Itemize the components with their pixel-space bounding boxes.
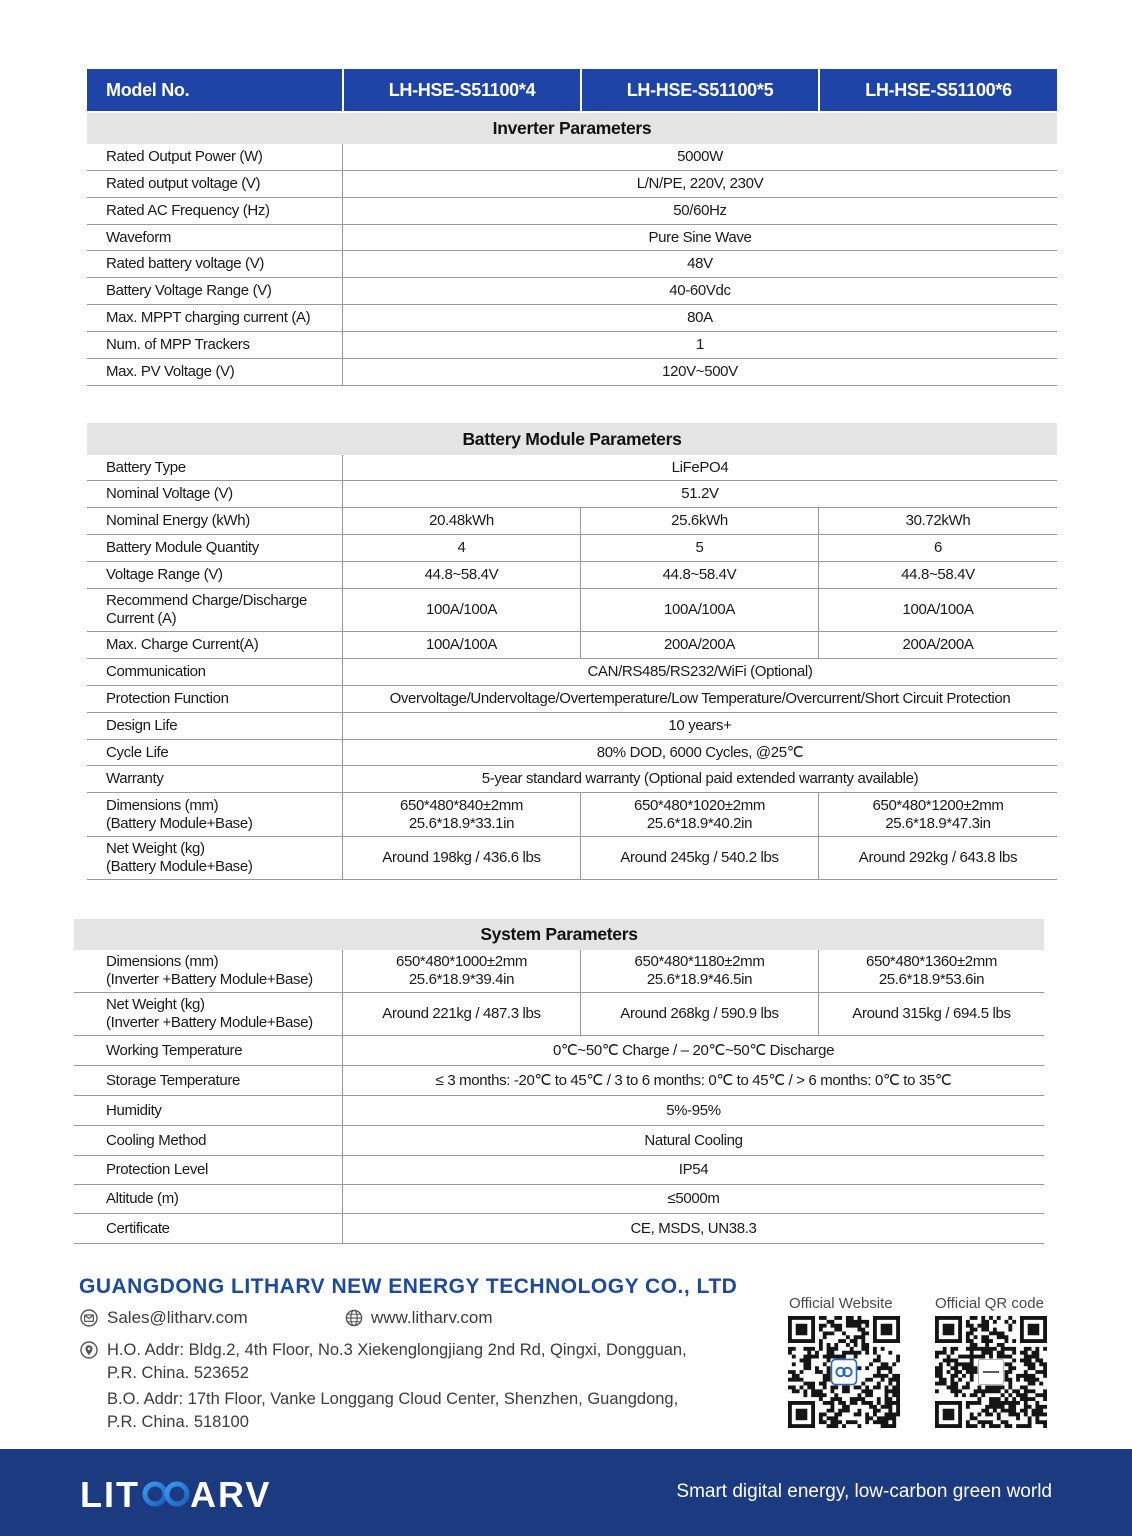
model-header-1: LH-HSE-S51100*4 xyxy=(342,69,580,111)
row-value-model-2: 100A/100A xyxy=(580,589,818,631)
row-value: 5-year standard warranty (Optional paid extended warranty available) xyxy=(342,766,1057,792)
table-row xyxy=(87,332,1057,359)
row-value-model-1: 100A/100A xyxy=(342,632,580,658)
row-label: Rated battery voltage (V) xyxy=(106,255,265,272)
table-header-row xyxy=(87,69,1057,111)
company-name: GUANGDONG LITHARV NEW ENERGY TECHNOLOGY CO., LTD xyxy=(79,1275,738,1298)
website-qr-code xyxy=(788,1316,900,1428)
row-label: Cooling Method xyxy=(106,1131,207,1149)
table-row xyxy=(87,659,1057,686)
row-value-model-2: 5 xyxy=(580,535,818,561)
row-value-model-2: Around 245kg / 540.2 lbs xyxy=(580,837,818,879)
table-row xyxy=(87,535,1057,562)
row-value-model-3: 44.8~58.4V xyxy=(818,562,1057,588)
table-row xyxy=(74,1156,1044,1185)
row-label: Num. of MPP Trackers xyxy=(106,336,250,353)
branch-office-address: B.O. Addr: 17th Floor, Vanke Longgang Cloud Center, Shenzhen, Guangdong, P.R. China. 518100 xyxy=(107,1390,679,1431)
row-label: Communication xyxy=(106,663,206,680)
table-row xyxy=(87,508,1057,535)
table-row xyxy=(87,198,1057,225)
table-row xyxy=(87,837,1057,880)
row-value: 51.2V xyxy=(342,481,1057,507)
location-pin-icon xyxy=(80,1341,98,1359)
table-row xyxy=(87,455,1057,481)
row-label: Rated output voltage (V) xyxy=(106,175,261,192)
row-label: Storage Temperature xyxy=(106,1071,240,1089)
row-value-model-2: 200A/200A xyxy=(580,632,818,658)
logo-text-right: ARV xyxy=(190,1474,272,1514)
row-value: ≤ 3 months: -20℃ to 45℃ / 3 to 6 months: 0℃ to 45℃ / > 6 months: 0℃ to 35℃ xyxy=(342,1066,1044,1095)
row-value: 0℃~50℃ Charge / – 20℃~50℃ Discharge xyxy=(342,1036,1044,1065)
row-label: Rated AC Frequency (Hz) xyxy=(106,202,270,219)
row-label: Battery Module Quantity xyxy=(106,539,259,556)
table-row xyxy=(87,171,1057,198)
mail-icon xyxy=(80,1309,98,1327)
table-row xyxy=(74,1066,1044,1096)
row-label: Max. Charge Current(A) xyxy=(106,636,259,653)
table-row xyxy=(74,993,1044,1036)
row-label: Warranty xyxy=(106,770,164,787)
row-label: Protection Level xyxy=(106,1161,208,1178)
model-header-2: LH-HSE-S51100*5 xyxy=(580,69,818,111)
row-value-model-2: Around 268kg / 590.9 lbs xyxy=(580,993,818,1035)
row-value-model-1: 44.8~58.4V xyxy=(342,562,580,588)
row-value-model-3: 100A/100A xyxy=(818,589,1057,631)
row-value: L/N/PE, 220V, 230V xyxy=(342,171,1057,197)
model-header-3: LH-HSE-S51100*6 xyxy=(818,69,1057,111)
row-label: Humidity xyxy=(106,1101,162,1119)
row-value-model-1: 100A/100A xyxy=(342,589,580,631)
row-value: 10 years+ xyxy=(342,713,1057,739)
row-value: LiFePO4 xyxy=(342,455,1057,480)
row-value-model-2: 650*480*1180±2mm 25.6*18.9*46.5in xyxy=(580,950,818,992)
row-value: IP54 xyxy=(342,1156,1044,1184)
row-label: Dimensions (mm) (Battery Module+Base) xyxy=(106,796,253,832)
row-label: Rated Output Power (W) xyxy=(106,148,263,165)
row-value: 40-60Vdc xyxy=(342,278,1057,304)
row-value-model-1: 650*480*1000±2mm 25.6*18.9*39.4in xyxy=(342,950,580,992)
row-label: Recommend Charge/Discharge Current (A) xyxy=(106,592,307,627)
table-row xyxy=(87,766,1057,793)
litharv-logo xyxy=(80,1472,280,1514)
table-row xyxy=(87,793,1057,837)
svg-text:LIT xyxy=(80,1474,140,1514)
qr-website-label: Official Website xyxy=(789,1295,893,1312)
row-value-model-1: Around 221kg / 487.3 lbs xyxy=(342,993,580,1035)
row-label: Battery Voltage Range (V) xyxy=(106,282,272,299)
row-value-model-3: 6 xyxy=(818,535,1057,561)
globe-icon xyxy=(345,1309,363,1327)
table-row xyxy=(74,950,1044,993)
row-value-model-1: Around 198kg / 436.6 lbs xyxy=(342,837,580,879)
row-value: 5%-95% xyxy=(342,1096,1044,1125)
row-label: Cycle Life xyxy=(106,743,169,761)
row-value: 50/60Hz xyxy=(342,198,1057,224)
row-value-model-1: 650*480*840±2mm 25.6*18.9*33.1in xyxy=(342,793,580,836)
email-link[interactable]: Sales@litharv.com xyxy=(107,1308,248,1327)
row-value-model-3: Around 292kg / 643.8 lbs xyxy=(818,837,1057,879)
row-label: Working Temperature xyxy=(106,1041,243,1059)
row-value-model-3: 30.72kWh xyxy=(818,508,1057,534)
row-value-model-1: 4 xyxy=(342,535,580,561)
row-value: 5000W xyxy=(342,144,1057,170)
section-title: System Parameters xyxy=(74,919,1044,950)
table-row xyxy=(87,305,1057,332)
row-value: 120V~500V xyxy=(342,359,1057,385)
row-value: 80A xyxy=(342,305,1057,331)
table-row xyxy=(74,1214,1044,1244)
table-row xyxy=(87,144,1057,171)
head-office-address: H.O. Addr: Bldg.2, 4th Floor, No.3 Xiekenglongjiang 2nd Rd, Qingxi, Dongguan, P.R. China. 523652 xyxy=(107,1341,687,1382)
row-value: CE, MSDS, UN38.3 xyxy=(342,1214,1044,1243)
row-label: Net Weight (kg) (Battery Module+Base) xyxy=(106,840,253,875)
row-value: Pure Sine Wave xyxy=(342,225,1057,250)
svg-text:ARV xyxy=(190,1474,271,1514)
table-row xyxy=(87,251,1057,278)
table-row xyxy=(87,481,1057,508)
system-parameters-section xyxy=(74,919,1044,1244)
row-label: Waveform xyxy=(106,228,171,246)
row-value-model-2: 25.6kWh xyxy=(580,508,818,534)
row-label: Net Weight (kg) (Inverter +Battery Module+Base) xyxy=(106,996,313,1031)
row-label: Protection Function xyxy=(106,690,229,707)
model-no-header: Model No. xyxy=(106,79,190,100)
row-label: Dimensions (mm) (Inverter +Battery Module+Base) xyxy=(106,953,313,988)
row-label: Certificate xyxy=(106,1219,170,1237)
table-row xyxy=(74,1126,1044,1156)
row-label: Battery Type xyxy=(106,458,186,476)
row-value: CAN/RS485/RS232/WiFi (Optional) xyxy=(342,659,1057,685)
row-value: Natural Cooling xyxy=(342,1126,1044,1155)
table-row xyxy=(87,278,1057,305)
table-row xyxy=(87,740,1057,766)
row-label: Max. MPPT charging current (A) xyxy=(106,309,311,326)
table-row xyxy=(74,1185,1044,1214)
table-row xyxy=(74,1096,1044,1126)
tagline: Smart digital energy, low-carbon green world xyxy=(676,1481,1052,1502)
row-label: Max. PV Voltage (V) xyxy=(106,363,235,380)
official-qr-code xyxy=(935,1316,1047,1428)
row-value-model-3: 650*480*1200±2mm 25.6*18.9*47.3in xyxy=(818,793,1057,836)
row-value-model-3: 200A/200A xyxy=(818,632,1057,658)
row-value: ≤5000m xyxy=(342,1185,1044,1213)
row-label: Nominal Voltage (V) xyxy=(106,485,233,502)
row-value-model-3: Around 315kg / 694.5 lbs xyxy=(818,993,1044,1035)
row-value: Overvoltage/Undervoltage/Overtemperature/Low Temperature/Overcurrent/Short Circuit Protection xyxy=(342,686,1057,712)
row-value-model-2: 650*480*1020±2mm 25.6*18.9*40.2in xyxy=(580,793,818,836)
table-row xyxy=(87,359,1057,386)
logo-text-left: LIT xyxy=(80,1474,140,1514)
row-label: Voltage Range (V) xyxy=(106,566,223,583)
row-value: 80% DOD, 6000 Cycles, @25℃ xyxy=(342,740,1057,765)
row-value-model-3: 650*480*1360±2mm 25.6*18.9*53.6in xyxy=(818,950,1044,992)
logo-mark-icon xyxy=(145,1484,187,1504)
table-row xyxy=(87,562,1057,589)
section-title: Inverter Parameters xyxy=(87,113,1057,144)
row-value-model-1: 20.48kWh xyxy=(342,508,580,534)
table-row xyxy=(87,632,1057,659)
qr-code-label: Official QR code xyxy=(935,1295,1044,1312)
table-row xyxy=(87,713,1057,740)
section-title: Battery Module Parameters xyxy=(87,423,1057,455)
row-label: Altitude (m) xyxy=(106,1190,179,1207)
row-value-model-2: 44.8~58.4V xyxy=(580,562,818,588)
row-label: Design Life xyxy=(106,717,178,734)
inverter-parameters-section xyxy=(87,113,1057,386)
row-value: 1 xyxy=(342,332,1057,358)
row-value: 48V xyxy=(342,251,1057,277)
row-label: Nominal Energy (kWh) xyxy=(106,512,250,529)
table-row xyxy=(74,1036,1044,1066)
table-row xyxy=(87,686,1057,713)
battery-module-parameters-section xyxy=(87,423,1057,880)
website-link[interactable]: www.litharv.com xyxy=(371,1308,493,1327)
table-row xyxy=(87,589,1057,632)
table-row xyxy=(87,225,1057,251)
